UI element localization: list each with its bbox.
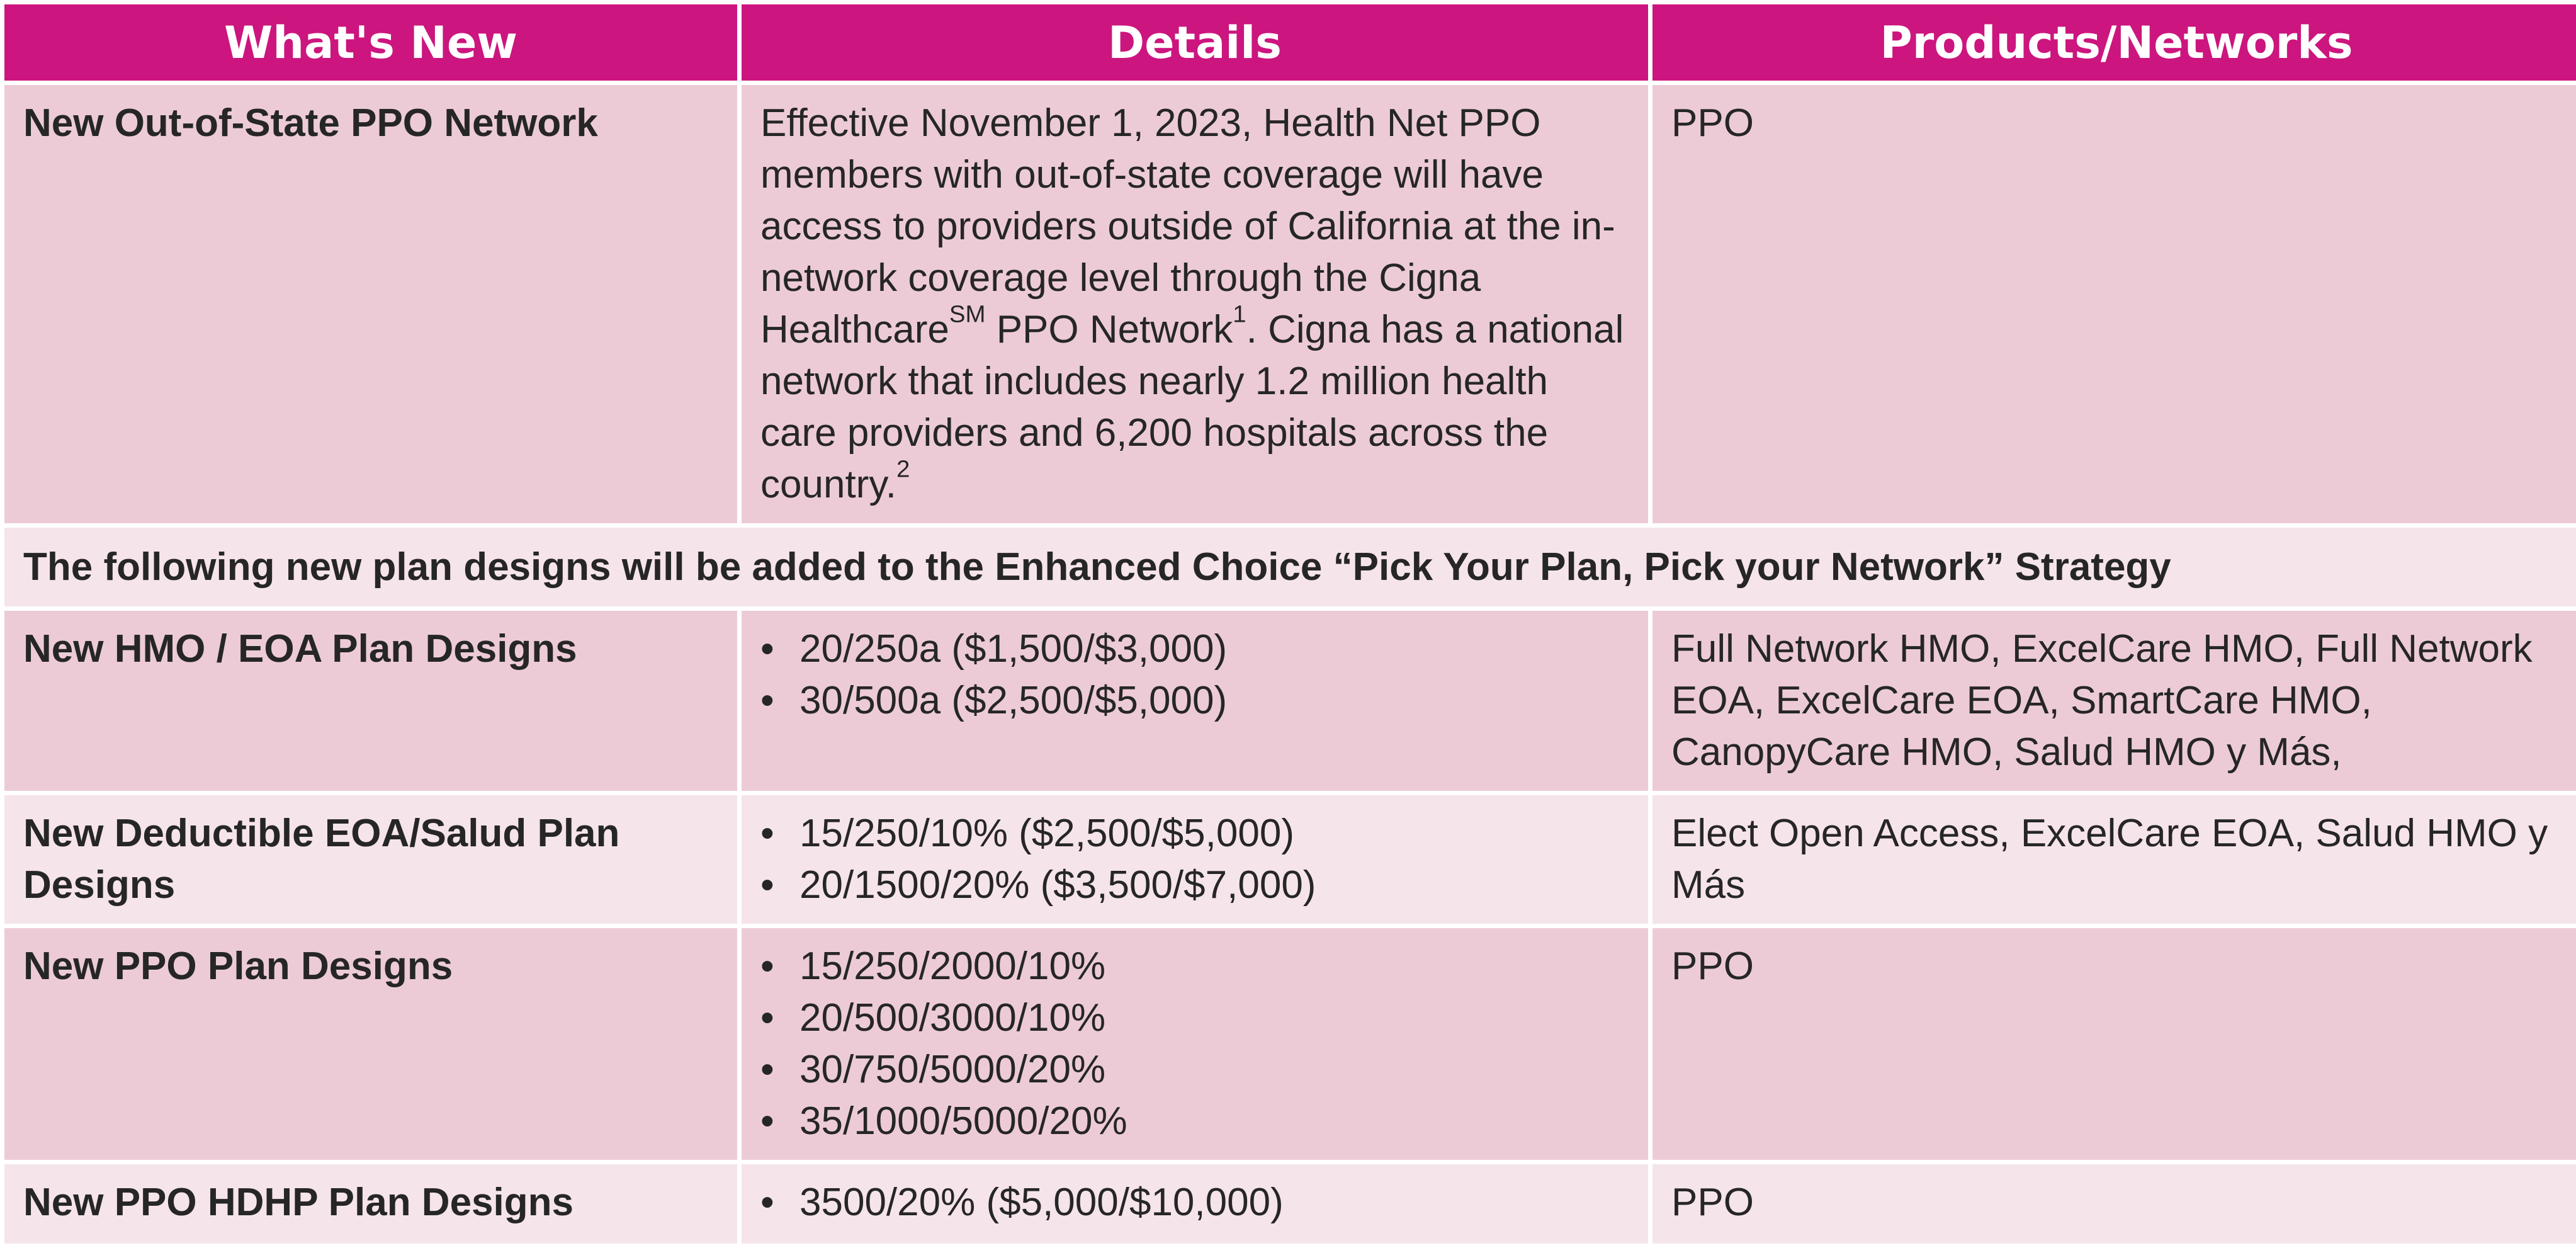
list-item: • 3500/20% ($5,000/$10,000) — [760, 1177, 1629, 1228]
table-row-deductible-eoa — [4, 795, 2576, 924]
header-products-networks: Products/Networks — [1652, 4, 2576, 81]
list-item: • 20/500/3000/10% — [760, 992, 1629, 1044]
header-whats-new: What's New — [4, 4, 737, 81]
row-title: New Deductible EOA/Salud Plan Designs — [4, 795, 737, 924]
row-products: Elect Open Access, ExcelCare EOA, Salud HMO y Más — [1652, 795, 2576, 924]
table-row-hmo-eoa — [4, 611, 2576, 791]
row-details — [742, 85, 1648, 523]
row-products: PPO — [1652, 928, 2576, 1160]
list-item: • 20/250a ($1,500/$3,000) — [760, 623, 1629, 675]
list-item: • 15/250/2000/10% — [760, 941, 1629, 992]
list-item: • 35/1000/5000/20% — [760, 1096, 1629, 1147]
list-item: • 20/1500/20% ($3,500/$7,000) — [760, 859, 1629, 911]
strategy-note: The following new plan designs will be added to the Enhanced Choice “Pick Your Plan, Pick your Network” Strategy — [4, 528, 2576, 606]
row-products: Full Network HMO, ExcelCare HMO, Full Network EOA, ExcelCare EOA, SmartCare HMO, CanopyCare HMO, Salud HMO y Más, — [1652, 611, 2576, 791]
row-title: New PPO HDHP Plan Designs — [4, 1164, 737, 1244]
details-text: . Cigna has a national network that includes nearly 1.2 million health care providers and 6,200 hospitals across the country. — [760, 308, 1624, 506]
header-details: Details — [742, 4, 1648, 81]
footnote-marker: 1 — [1233, 300, 1246, 328]
service-mark: SM — [949, 300, 986, 328]
table-row-ppo — [4, 928, 2576, 1160]
row-products: PPO — [1652, 85, 2576, 523]
header-row — [4, 4, 2576, 81]
row-details — [742, 611, 1648, 791]
strategy-row — [4, 528, 2576, 606]
details-text: PPO Network — [985, 308, 1233, 351]
table-row-ppo-hdhp — [4, 1164, 2576, 1244]
row-details — [742, 928, 1648, 1160]
list-item: • 30/750/5000/20% — [760, 1044, 1629, 1096]
row-title: New Out-of-State PPO Network — [4, 85, 737, 523]
list-item: • 30/500a ($2,500/$5,000) — [760, 675, 1629, 727]
table-row-out-of-state — [4, 85, 2576, 523]
row-details — [742, 1164, 1648, 1244]
row-details — [742, 795, 1648, 924]
row-title: New PPO Plan Designs — [4, 928, 737, 1160]
row-products: PPO — [1652, 1164, 2576, 1244]
row-title: New HMO / EOA Plan Designs — [4, 611, 737, 791]
list-item: • 15/250/10% ($2,500/$5,000) — [760, 808, 1629, 859]
footnote-marker: 2 — [896, 455, 910, 483]
details-text: Effective November 1, 2023, Health Net PPO members with out-of-state coverage will have access to providers outside of California at the in-network coverage level through the Cigna Healthcare — [760, 101, 1615, 351]
